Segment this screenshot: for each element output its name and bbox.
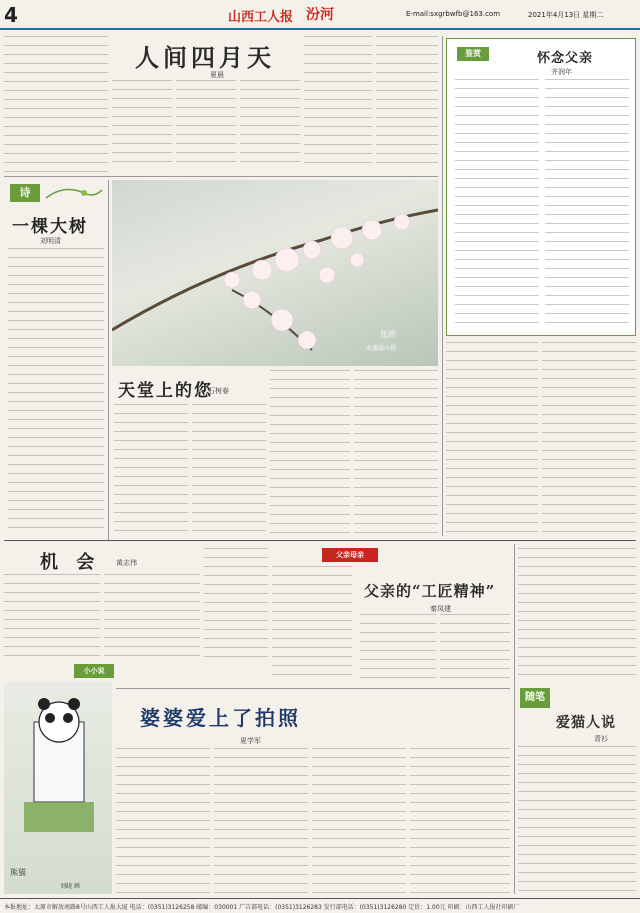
- divider-top: [4, 176, 438, 177]
- opportunity-author: 黄志伟: [116, 559, 137, 567]
- cat-intro-column: [518, 548, 636, 682]
- heaven-column-2: [192, 404, 266, 536]
- heaven-author: 石树春: [208, 387, 229, 395]
- april-title: 人间四月天: [135, 43, 275, 72]
- cartoon-author: 刘晓 画: [60, 883, 80, 890]
- grandma-col-1: [116, 748, 210, 894]
- divider-right: [442, 36, 443, 536]
- issue-date: 2021年4月13日 星期二: [528, 11, 604, 19]
- poem-tag: 诗: [10, 184, 40, 202]
- grandma-col-4: [410, 748, 510, 894]
- poem-father-title: 怀念父亲: [537, 51, 594, 66]
- spirit-tag: 父亲母亲: [322, 548, 378, 562]
- poem-father-tag: 鉴赏: [457, 47, 489, 61]
- april-column-3: [240, 80, 300, 170]
- divider-middle: [4, 540, 636, 541]
- cat-title: 爱猫人说: [556, 715, 616, 731]
- editor-email: E-mail:sxgrbwfb@163.com: [406, 10, 501, 18]
- page-footer: 本报地址：太原市解放南路8号山西工人报大厦 电话：(0351)3126258 邮编：030001 广告部电话：(0351)3126283 发行部电话：(0351)3126280 定价：1.00元 印刷：山西工人报社印刷厂: [0, 898, 640, 913]
- grandma-col-2: [214, 748, 308, 894]
- poem-tree-body: [8, 248, 104, 536]
- poem-father-col-1: [455, 79, 539, 329]
- april-author: 夏晨: [210, 71, 224, 79]
- april-intro-column: [4, 36, 108, 174]
- page-number: 4: [4, 3, 18, 27]
- heaven-column-3: [270, 370, 350, 536]
- poem-review-col-2: [542, 342, 636, 534]
- april-column-1: [112, 80, 172, 170]
- poem-tree-title: 一棵大树: [12, 217, 88, 237]
- brand-name: 山西工人报: [228, 10, 294, 25]
- grandma-title: 婆婆爱上了拍照: [140, 706, 301, 730]
- grandma-col-3: [312, 748, 406, 894]
- cat-tag: 随笔: [520, 688, 550, 708]
- poem-review-col-1: [446, 342, 538, 534]
- panda-cartoon: [4, 682, 112, 894]
- page-header: [0, 0, 640, 30]
- spirit-col-2: [440, 614, 510, 684]
- cat-body: [518, 746, 636, 894]
- poem-father-box: [446, 38, 636, 336]
- cartoon-title: 熊猫: [10, 868, 26, 877]
- divider-grandma: [116, 688, 510, 689]
- heaven-column-1: [114, 404, 188, 536]
- spirit-col-left: [272, 566, 352, 676]
- photo-credit: 张欣: [380, 330, 396, 339]
- opportunity-col-3: [204, 548, 268, 660]
- opportunity-title: 机 会: [40, 552, 101, 573]
- opportunity-col-1: [4, 574, 100, 660]
- divider-left: [108, 180, 109, 540]
- poem-father-author: 齐润年: [551, 68, 572, 76]
- leaf-icon: [44, 184, 104, 202]
- poem-father-col-2: [545, 79, 629, 329]
- april-column-5: [376, 36, 438, 170]
- april-column-2: [176, 80, 236, 170]
- spirit-col-1: [360, 614, 436, 684]
- grandma-author: 夏学军: [240, 737, 261, 745]
- poem-tree-author: 刘明清: [40, 237, 61, 245]
- cherry-blossom-photo: [112, 180, 438, 366]
- photo-subcredit: 水墨鼓山摄: [366, 345, 397, 352]
- section-name: 汾河: [306, 7, 334, 23]
- spirit-author: 秦凤建: [430, 605, 451, 613]
- heaven-title: 天堂上的您: [118, 381, 213, 401]
- spirit-title: 父亲的“工匠精神”: [364, 582, 496, 600]
- mini-story-tag: 小小说: [74, 664, 114, 678]
- opportunity-col-2: [104, 574, 200, 660]
- heaven-column-4: [354, 370, 438, 536]
- divider-bottom-right: [514, 544, 515, 894]
- cat-author: 青衫: [594, 735, 608, 743]
- april-column-4: [304, 36, 372, 170]
